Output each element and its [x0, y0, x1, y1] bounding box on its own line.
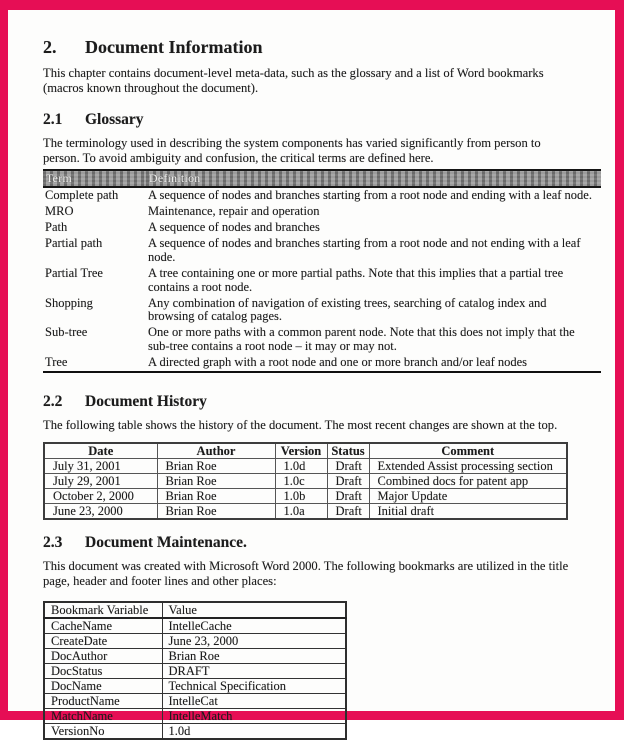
- table-cell: Brian Roe: [157, 504, 275, 520]
- table-cell: CreateDate: [44, 634, 162, 649]
- table-cell: 1.0d: [162, 724, 346, 740]
- column-header: Status: [327, 443, 369, 459]
- table-cell: Tree: [43, 355, 146, 372]
- table-cell: Partial path: [45, 236, 103, 251]
- table-row: [44, 634, 346, 649]
- table-row: [44, 618, 346, 634]
- table-cell: MRO: [45, 204, 74, 219]
- section-heading-document-maintenance: [43, 534, 607, 552]
- table-cell: Brian Roe: [162, 649, 346, 664]
- table-cell: 1.0d: [275, 459, 327, 474]
- table-cell: July 31, 2001: [44, 459, 157, 474]
- table-cell: One or more paths with a common parent node. Note that this does not imply that the sub-tree contains a root node – it may or may not.: [148, 325, 575, 353]
- header-row: [44, 443, 567, 459]
- section-heading-document-history: [43, 393, 607, 411]
- table-cell: 1.0c: [275, 474, 327, 489]
- table-row: [44, 489, 567, 504]
- table-cell: July 29, 2001: [44, 474, 157, 489]
- section-title: Document Maintenance.: [85, 534, 247, 552]
- column-header: Author: [157, 443, 275, 459]
- table-row: [43, 296, 601, 326]
- section-heading-document-information: [43, 37, 607, 57]
- table-row: [43, 266, 601, 296]
- table-row: [44, 694, 346, 709]
- table-row: [44, 664, 346, 679]
- table-row: [44, 649, 346, 664]
- table-cell: Draft: [327, 489, 369, 504]
- table-cell: CacheName: [44, 618, 162, 634]
- document-page: [8, 10, 615, 738]
- section-number: 2.: [43, 37, 57, 57]
- table-cell: MatchName: [44, 709, 162, 724]
- table-cell: VersionNo: [44, 724, 162, 740]
- column-header: Term: [43, 170, 146, 187]
- table-row: [43, 236, 601, 266]
- table-row: [43, 325, 601, 355]
- glossary-table: [43, 169, 601, 373]
- table-row: [43, 355, 601, 372]
- column-header: Definition: [146, 170, 601, 187]
- section-number: 2.3: [43, 534, 63, 552]
- table-row: [43, 220, 601, 236]
- table-cell: Draft: [327, 474, 369, 489]
- table-cell: A sequence of nodes and branches starting from a root node and not ending with a leaf node.: [148, 236, 581, 264]
- table-cell: Path: [45, 220, 68, 235]
- table-row: [44, 709, 346, 724]
- table-row: [44, 724, 346, 740]
- history-paragraph: The following table shows the history of the document. The most recent changes are shown at the top.: [43, 418, 558, 433]
- bookmark-table: [43, 601, 347, 740]
- section-title: Document History: [85, 393, 207, 411]
- table-cell: Maintenance, repair and operation: [148, 204, 320, 219]
- column-header: Date: [44, 443, 157, 459]
- table-row: [44, 679, 346, 694]
- table-cell: Brian Roe: [157, 459, 275, 474]
- column-header: Comment: [369, 443, 567, 459]
- table-cell: Sub-tree: [45, 325, 88, 340]
- table-cell: June 23, 2000: [44, 504, 157, 520]
- table-cell: A tree containing one or more partial paths. Note that this implies that a partial tree contains a root node.: [148, 265, 564, 294]
- table-cell: 1.0a: [275, 504, 327, 520]
- section-intro-paragraph: This chapter contains document-level meta-data, such as the glossary and a list of Word bookmarks (macros known throughout the document).: [43, 66, 544, 95]
- header-row: [43, 170, 601, 187]
- table-cell: Draft: [327, 504, 369, 520]
- table-cell: ProductName: [44, 694, 162, 709]
- table-cell: Brian Roe: [157, 474, 275, 489]
- table-cell: DocAuthor: [44, 649, 162, 664]
- table-row: [43, 187, 601, 204]
- column-header: Value: [162, 602, 346, 618]
- table-cell: A sequence of nodes and branches: [148, 220, 320, 235]
- table-cell: DocStatus: [44, 664, 162, 679]
- table-cell: Any combination of navigation of existing trees, searching of catalog index and browsing of catalog pages.: [148, 295, 547, 324]
- history-table: [43, 442, 568, 520]
- table-cell: DocName: [44, 679, 162, 694]
- table-cell: Draft: [327, 459, 369, 474]
- section-title: Document Information: [85, 37, 263, 57]
- table-cell: Technical Specification: [162, 679, 346, 694]
- table-row: [43, 204, 601, 220]
- section-heading-glossary: [43, 111, 607, 129]
- header-row: [44, 602, 346, 618]
- table-cell: Major Update: [369, 489, 567, 504]
- table-cell: Shopping: [45, 295, 93, 310]
- table-cell: Initial draft: [369, 504, 567, 520]
- table-cell: 1.0b: [275, 489, 327, 504]
- column-header: Version: [275, 443, 327, 459]
- table-row: [44, 474, 567, 489]
- table-cell: Partial Tree: [45, 265, 103, 280]
- section-title: Glossary: [85, 111, 144, 128]
- table-cell: A sequence of nodes and branches starting from a root node and ending with a leaf node.: [148, 188, 592, 202]
- table-cell: IntelleCat: [162, 694, 346, 709]
- table-cell: DRAFT: [162, 664, 346, 679]
- glossary-paragraph: The terminology used in describing the system components has varied significantly from person to person. To avoid ambiguity and confusion, the critical terms are defined here.: [43, 136, 541, 165]
- table-row: [44, 459, 567, 474]
- table-cell: Extended Assist processing section: [369, 459, 567, 474]
- table-cell: Combined docs for patent app: [369, 474, 567, 489]
- table-cell: A directed graph with a root node and one or more branch and/or leaf nodes: [146, 355, 601, 372]
- table-cell: June 23, 2000: [162, 634, 346, 649]
- section-number: 2.1: [43, 111, 63, 128]
- table-row: [44, 504, 567, 520]
- table-cell: Brian Roe: [157, 489, 275, 504]
- table-cell: IntelleCache: [162, 618, 346, 634]
- column-header: Bookmark Variable: [44, 602, 162, 618]
- table-cell: IntelleMatch: [162, 709, 346, 724]
- maintenance-paragraph: This document was created with Microsoft Word 2000. The following bookmarks are utilized in the title page, header and footer lines and other places:: [43, 559, 569, 589]
- table-cell: October 2, 2000: [44, 489, 157, 504]
- table-cell: Complete path: [45, 188, 119, 202]
- section-number: 2.2: [43, 393, 63, 411]
